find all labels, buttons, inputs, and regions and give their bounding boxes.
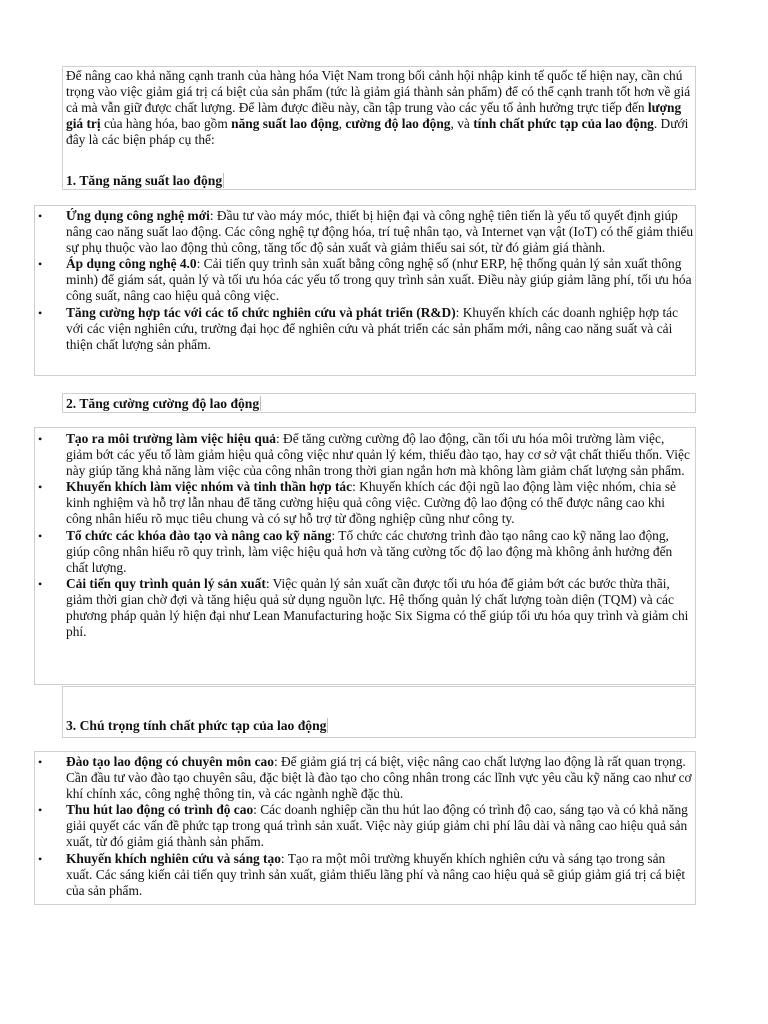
bullet-icon: • [38, 576, 43, 591]
list-item: • Áp dụng công nghệ 4.0: Cải tiến quy trình sản xuất bằng công nghệ số (như ERP, hệ thống quản lý sản xuất thông minh) để giám sát, quản lý và tối ưu hóa các yếu tố trong quy trình sản xuất. Điều này giúp giảm lãng phí, tối ưu hóa công suất, nâng cao hiệu quả công việc. [38, 256, 692, 304]
list-item: • Thu hút lao động có trình độ cao: Các doanh nghiệp cần thu hút lao động có trình độ cao, sáng tạo và có khả năng giải quyết các vấn đề phức tạp trong quá trình sản xuất. Việc này giúp giảm chi phí lâu dài và nâng cao hiệu quả sản xuất, từ đó giảm giá thành sản phẩm. [38, 802, 688, 850]
bullet-icon: • [38, 257, 43, 272]
list-item: • Tạo ra môi trường làm việc hiệu quả: Để tăng cường cường độ lao động, cần tối ưu hóa môi trường làm việc, giảm bớt các yếu tố làm giảm hiệu quả công việc như quản lý kém, thiếu đào tạo, hay cơ sở vật chất thiếu thốn. Việc này giúp tăng khả năng làm việc của công nhân trong thời gian ngắn hơn mà không làm giảm chất lượng sản phẩm. [38, 431, 690, 479]
bullet-icon: • [38, 305, 43, 320]
section-heading-1: 1. Tăng năng suất lao động [66, 173, 223, 188]
bullet-icon: • [38, 528, 43, 543]
list-item: • Tổ chức các khóa đào tạo và nâng cao kỹ năng: Tổ chức các chương trình đào tạo nâng cao kỹ năng lao động, giúp công nhân hiểu rõ quy trình, làm việc hiệu quả hơn và tăng cường tốc độ lao động mà không ảnh hưởng đến chất lượng. [38, 527, 673, 575]
intro-bold-2: năng suất lao động [231, 116, 339, 132]
bullet-icon: • [38, 480, 43, 495]
intro-text-2: của hàng hóa, bao gồm [100, 116, 232, 132]
list-item: • Đào tạo lao động có chuyên môn cao: Để giảm giá trị cá biệt, việc nâng cao chất lượng lao động là rất quan trọng. Cần đầu tư vào đào tạo chuyên sâu, đặc biệt là đào tạo cho công nhân trong các lĩnh vực yêu cầu kỹ năng cao như cơ khí chính xác, công nghệ thông tin, và các ngành nghề đặc thù. [38, 754, 692, 802]
section-heading-2: 2. Tăng cường cường độ lao động [66, 396, 260, 411]
intro-bold-3: cường độ lao động [345, 116, 451, 132]
list-item: • Khuyến khích làm việc nhóm và tinh thần hợp tác: Khuyến khích các đội ngũ lao động làm việc nhóm, chia sẻ kinh nghiệm và hỗ trợ lẫn nhau để tăng cường hiệu quả công việc. Cường độ lao động có thể được nâng cao khi công nhân hiểu rõ mục tiêu chung và có sự hỗ trợ từ đồng nghiệp cũng như công ty. [38, 479, 676, 527]
section-2-list [38, 431, 694, 640]
bullet-icon: • [38, 803, 43, 818]
intro-bold-4: tính chất phức tạp của lao động [473, 116, 654, 132]
bullet-icon: • [38, 851, 43, 866]
bullet-icon: • [38, 755, 43, 769]
list-item: • Khuyến khích nghiên cứu và sáng tạo: Tạo ra một môi trường khuyến khích nghiên cứu và sáng tạo trong sản xuất. Các sáng kiến cải tiến quy trình sản xuất, giảm thiểu lãng phí và nâng cao hiệu quả sẽ giúp giảm giá trị cá biệt của sản phẩm. [38, 850, 686, 898]
section-3-list [38, 754, 694, 899]
intro-text-5: . Dưới đây là các biện pháp cụ thể: [66, 116, 689, 148]
intro-paragraph [66, 68, 692, 148]
intro-bold-1: lượng giá trị [66, 100, 682, 132]
intro-text-3: , [338, 116, 346, 132]
intro-text-1: Để nâng cao khả năng cạnh tranh của hàng hóa Việt Nam trong bối cảnh hội nhập kinh tế quốc tế hiện nay, cần chú trọng vào việc giảm giá trị cá biệt của sản phẩm (tức là giảm giá thành sản phẩm) để có thể cạnh tranh tốt hơn về giá cả mà vẫn giữ được chất lượng. Để làm được điều này, cần tập trung vào các yếu tố ảnh hưởng trực tiếp đến [66, 68, 691, 116]
intro-text-4: , và [450, 116, 474, 132]
bullet-icon: • [38, 209, 43, 223]
list-item: • Ứng dụng công nghệ mới: Đầu tư vào máy móc, thiết bị hiện đại và công nghệ tiên tiến là yếu tố quyết định giúp nâng cao năng suất lao động. Các công nghệ tự động hóa, trí tuệ nhân tạo, và Internet vạn vật (IoT) có thể giảm thiểu sự phụ thuộc vào lao động thủ công, tăng tốc độ sản xuất và giảm thiểu sai sót, từ đó giảm giá thành. [38, 208, 694, 256]
list-item: • Cải tiến quy trình quản lý sản xuất: Việc quản lý sản xuất cần được tối ưu hóa để giảm bớt các bước thừa thãi, giảm thời gian chờ đợi và tăng hiệu quả sử dụng nguồn lực. Hệ thống quản lý chất lượng toàn diện (TQM) và các phương pháp quản lý hiện đại như Lean Manufacturing hoặc Six Sigma có thể giúp tối ưu hóa quy trình và giảm chi phí. [38, 575, 689, 640]
section-1-list [38, 208, 694, 353]
bullet-icon: • [38, 432, 43, 446]
list-item: • Tăng cường hợp tác với các tổ chức nghiên cứu và phát triển (R&D): Khuyến khích các doanh nghiệp hợp tác với các viện nghiên cứu, trường đại học để nghiên cứu và phát triển các sản phẩm mới, nâng cao năng suất và cải thiện chất lượng sản phẩm. [38, 304, 679, 352]
section-heading-3: 3. Chú trọng tính chất phức tạp của lao động [66, 718, 327, 733]
